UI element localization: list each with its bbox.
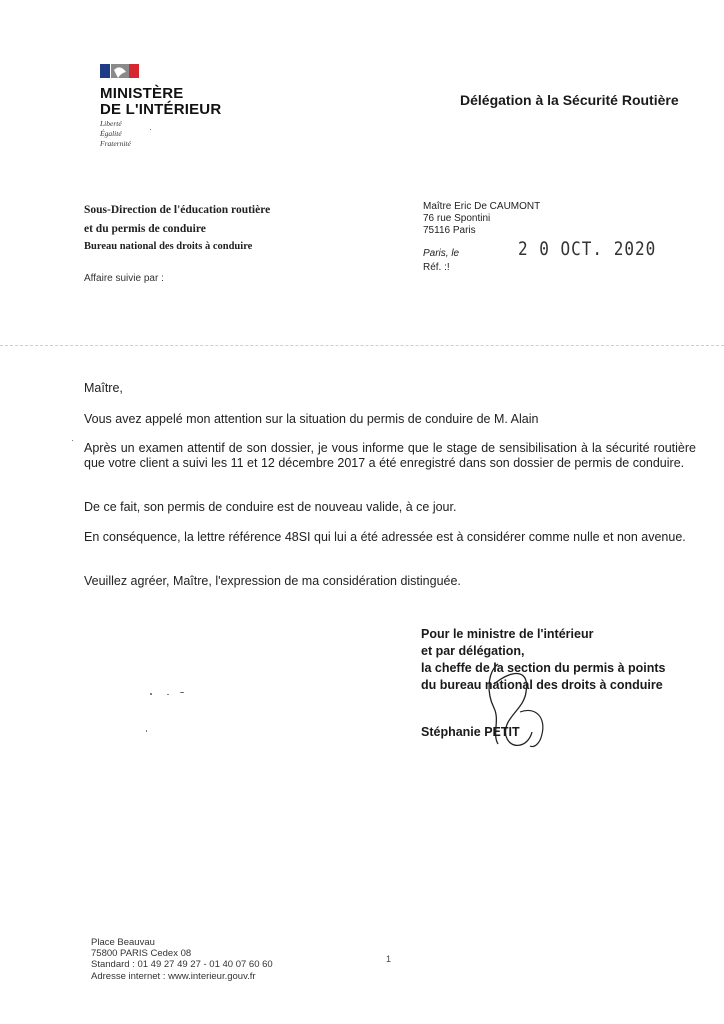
paragraph-2: Après un examen attentif de son dossier, je vous informe que le stage de sensibilisation à la sécurité routière que votre client a suivi les 11 et 12 décembre 2017 a été enregistré dans son dossier de permis de conduire. (84, 441, 696, 470)
fold-line (0, 345, 724, 346)
footer-address (91, 937, 273, 982)
marianne-logo (100, 62, 140, 80)
scan-speck (146, 730, 147, 732)
scan-speck (180, 692, 184, 693)
handwritten-signature (484, 658, 554, 768)
signature-line2: et par délégation, (421, 644, 525, 658)
recipient-name: Maître Eric De CAUMONT (423, 201, 541, 212)
motto-egalite: Égalité (100, 129, 122, 138)
page-number: 1 (386, 954, 392, 964)
scan-speck (150, 129, 151, 130)
scan-speck (72, 440, 73, 441)
salutation: Maître, (84, 381, 123, 395)
footer-line4: Adresse internet : www.interieur.gouv.fr (91, 970, 256, 982)
recipient-street: 76 rue Spontini (423, 213, 491, 224)
motto-fraternite: Fraternité (100, 139, 131, 148)
scan-speck (150, 693, 152, 695)
signature-line1: Pour le ministre de l'intérieur (421, 627, 594, 641)
delegation-title: Délégation à la Sécurité Routière (460, 92, 679, 108)
service-line3: Bureau national des droits à conduire (84, 241, 253, 252)
ministry-name-line1: MINISTÈRE (100, 85, 184, 102)
motto-liberte: Liberté (100, 119, 122, 128)
ministry-name-line2: DE L'INTÉRIEUR (100, 101, 222, 118)
signature-line4: du bureau national des droits à conduire (421, 678, 663, 692)
footer-line3: Standard : 01 49 27 49 27 - 01 40 07 60 60 (91, 959, 273, 971)
footer-line2: 75800 PARIS Cedex 08 (91, 948, 192, 960)
paragraph-3: De ce fait, son permis de conduire est de nouveau valide, à ce jour. (84, 500, 457, 514)
service-line2: et du permis de conduire (84, 223, 206, 235)
reference-label: Réf. :! (423, 262, 450, 273)
signature-line3: la cheffe de la section du permis à points (421, 661, 666, 675)
footer-line1: Place Beauvau (91, 937, 155, 948)
paragraph-1: Vous avez appelé mon attention sur la situation du permis de conduire de M. Alain (84, 412, 539, 426)
date-stamp: 2 0 OCT. 2020 (518, 237, 657, 260)
affaire-suivie-label: Affaire suivie par : (84, 273, 164, 284)
service-line1: Sous-Direction de l'éducation routière (84, 204, 271, 216)
paragraph-5: Veuillez agréer, Maître, l'expression de ma considération distinguée. (84, 574, 461, 588)
paragraph-4: En conséquence, la lettre référence 48SI qui lui a été adressée est à considérer comme nulle et non avenue. (84, 530, 686, 544)
scan-speck (167, 694, 169, 695)
recipient-city: 75116 Paris (423, 225, 476, 236)
date-place-label: Paris, le (423, 248, 460, 259)
signatory-name: Stéphanie PETIT (421, 725, 520, 739)
